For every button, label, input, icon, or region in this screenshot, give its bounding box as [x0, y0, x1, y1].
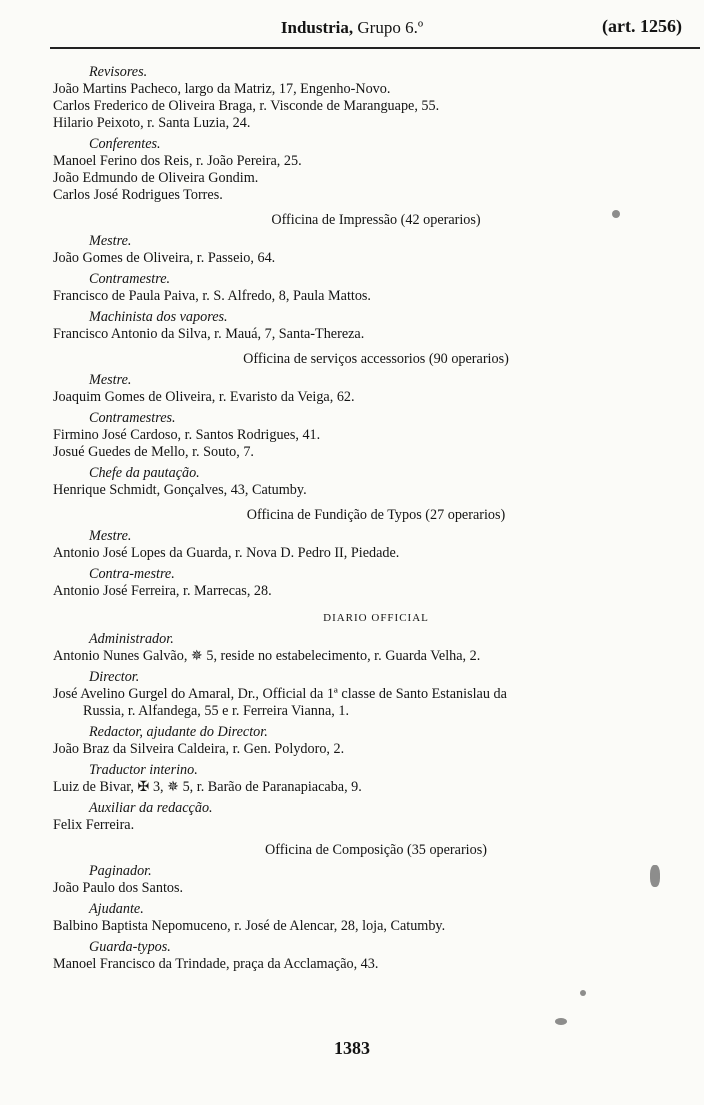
- role-heading: Paginador.: [89, 863, 152, 879]
- person-entry: Francisco Antonio da Silva, r. Mauá, 7, Santa-Thereza.: [53, 326, 365, 342]
- person-entry: Manoel Francisco da Trindade, praça da Acclamação, 43.: [53, 956, 379, 972]
- role-heading: Contramestres.: [89, 410, 176, 426]
- section-heading: Officina de Composição (35 operarios): [265, 842, 487, 858]
- role-heading: Contramestre.: [89, 271, 171, 287]
- role-heading: Ajudante.: [89, 901, 144, 917]
- header-rule: [50, 47, 700, 49]
- entry-continuation: Russia, r. Alfandega, 55 e r. Ferreira Vianna, 1.: [83, 703, 350, 719]
- header-article: (art. 1256): [602, 16, 682, 36]
- page-number: 1383: [334, 1038, 370, 1058]
- header-title: [0, 18, 704, 38]
- role-heading: Chefe da pautação.: [89, 465, 200, 481]
- role-heading: Administrador.: [89, 631, 174, 647]
- person-entry: Francisco de Paula Paiva, r. S. Alfredo, 8, Paula Mattos.: [53, 288, 371, 304]
- person-entry: João Martins Pacheco, largo da Matriz, 17, Engenho-Novo.: [53, 81, 391, 97]
- section-heading: DIARIO OFFICIAL: [323, 612, 429, 624]
- person-entry: Carlos Frederico de Oliveira Braga, r. Visconde de Maranguape, 55.: [53, 98, 440, 114]
- section-heading: Officina de Impressão (42 operarios): [271, 212, 481, 228]
- role-heading: Redactor, ajudante do Director.: [89, 724, 268, 740]
- ink-blot: [555, 1018, 567, 1025]
- role-heading: Guarda-typos.: [89, 939, 171, 955]
- role-heading: Director.: [89, 669, 140, 685]
- person-entry: Luiz de Bivar, ✠ 3, ✵ 5, r. Barão de Paranapiacaba, 9.: [53, 779, 362, 795]
- person-entry: Antonio Nunes Galvão, ✵ 5, reside no estabelecimento, r. Guarda Velha, 2.: [53, 648, 481, 664]
- ink-blot: [612, 210, 620, 218]
- person-entry: Antonio José Ferreira, r. Marrecas, 28.: [53, 583, 272, 599]
- person-entry: Balbino Baptista Nepomuceno, r. José de Alencar, 28, loja, Catumby.: [53, 918, 446, 934]
- person-entry: Firmino José Cardoso, r. Santos Rodrigues, 41.: [53, 427, 321, 443]
- person-entry: Manoel Ferino dos Reis, r. João Pereira, 25.: [53, 153, 302, 169]
- role-heading: Revisores.: [89, 64, 148, 80]
- role-heading: Auxiliar da redacção.: [89, 800, 213, 816]
- section-heading: Officina de Fundição de Typos (27 operarios): [246, 507, 506, 523]
- role-heading: Mestre.: [89, 528, 132, 544]
- person-entry: João Gomes de Oliveira, r. Passeio, 64.: [53, 250, 276, 266]
- ink-blot: [650, 865, 660, 887]
- role-heading: Mestre.: [89, 233, 132, 249]
- person-entry: Antonio José Lopes da Guarda, r. Nova D. Pedro II, Piedade.: [53, 545, 400, 561]
- ink-blot: [580, 990, 586, 996]
- role-heading: Mestre.: [89, 372, 132, 388]
- person-entry: José Avelino Gurgel do Amaral, Dr., Official da 1ª classe de Santo Estanislau da: [53, 686, 507, 702]
- section-heading: Officina de serviços accessorios (90 operarios): [243, 351, 509, 367]
- person-entry: Joaquim Gomes de Oliveira, r. Evaristo da Veiga, 62.: [53, 389, 355, 405]
- header-title-rest: Grupo 6.º: [353, 18, 424, 37]
- person-entry: João Braz da Silveira Caldeira, r. Gen. Polydoro, 2.: [53, 741, 345, 757]
- person-entry: Hilario Peixoto, r. Santa Luzia, 24.: [53, 115, 251, 131]
- person-entry: João Edmundo de Oliveira Gondim.: [53, 170, 259, 186]
- role-heading: Contra-mestre.: [89, 566, 175, 582]
- person-entry: Felix Ferreira.: [53, 817, 135, 833]
- header-title-bold: Industria,: [280, 18, 354, 37]
- role-heading: Machinista dos vapores.: [89, 309, 228, 325]
- role-heading: Conferentes.: [89, 136, 161, 152]
- person-entry: Henrique Schmidt, Gonçalves, 43, Catumby.: [53, 482, 307, 498]
- person-entry: Josué Guedes de Mello, r. Souto, 7.: [53, 444, 254, 460]
- running-header: [0, 12, 704, 46]
- person-entry: Carlos José Rodrigues Torres.: [53, 187, 223, 203]
- person-entry: João Paulo dos Santos.: [53, 880, 184, 896]
- body-text: [53, 64, 699, 973]
- role-heading: Traductor interino.: [89, 762, 198, 778]
